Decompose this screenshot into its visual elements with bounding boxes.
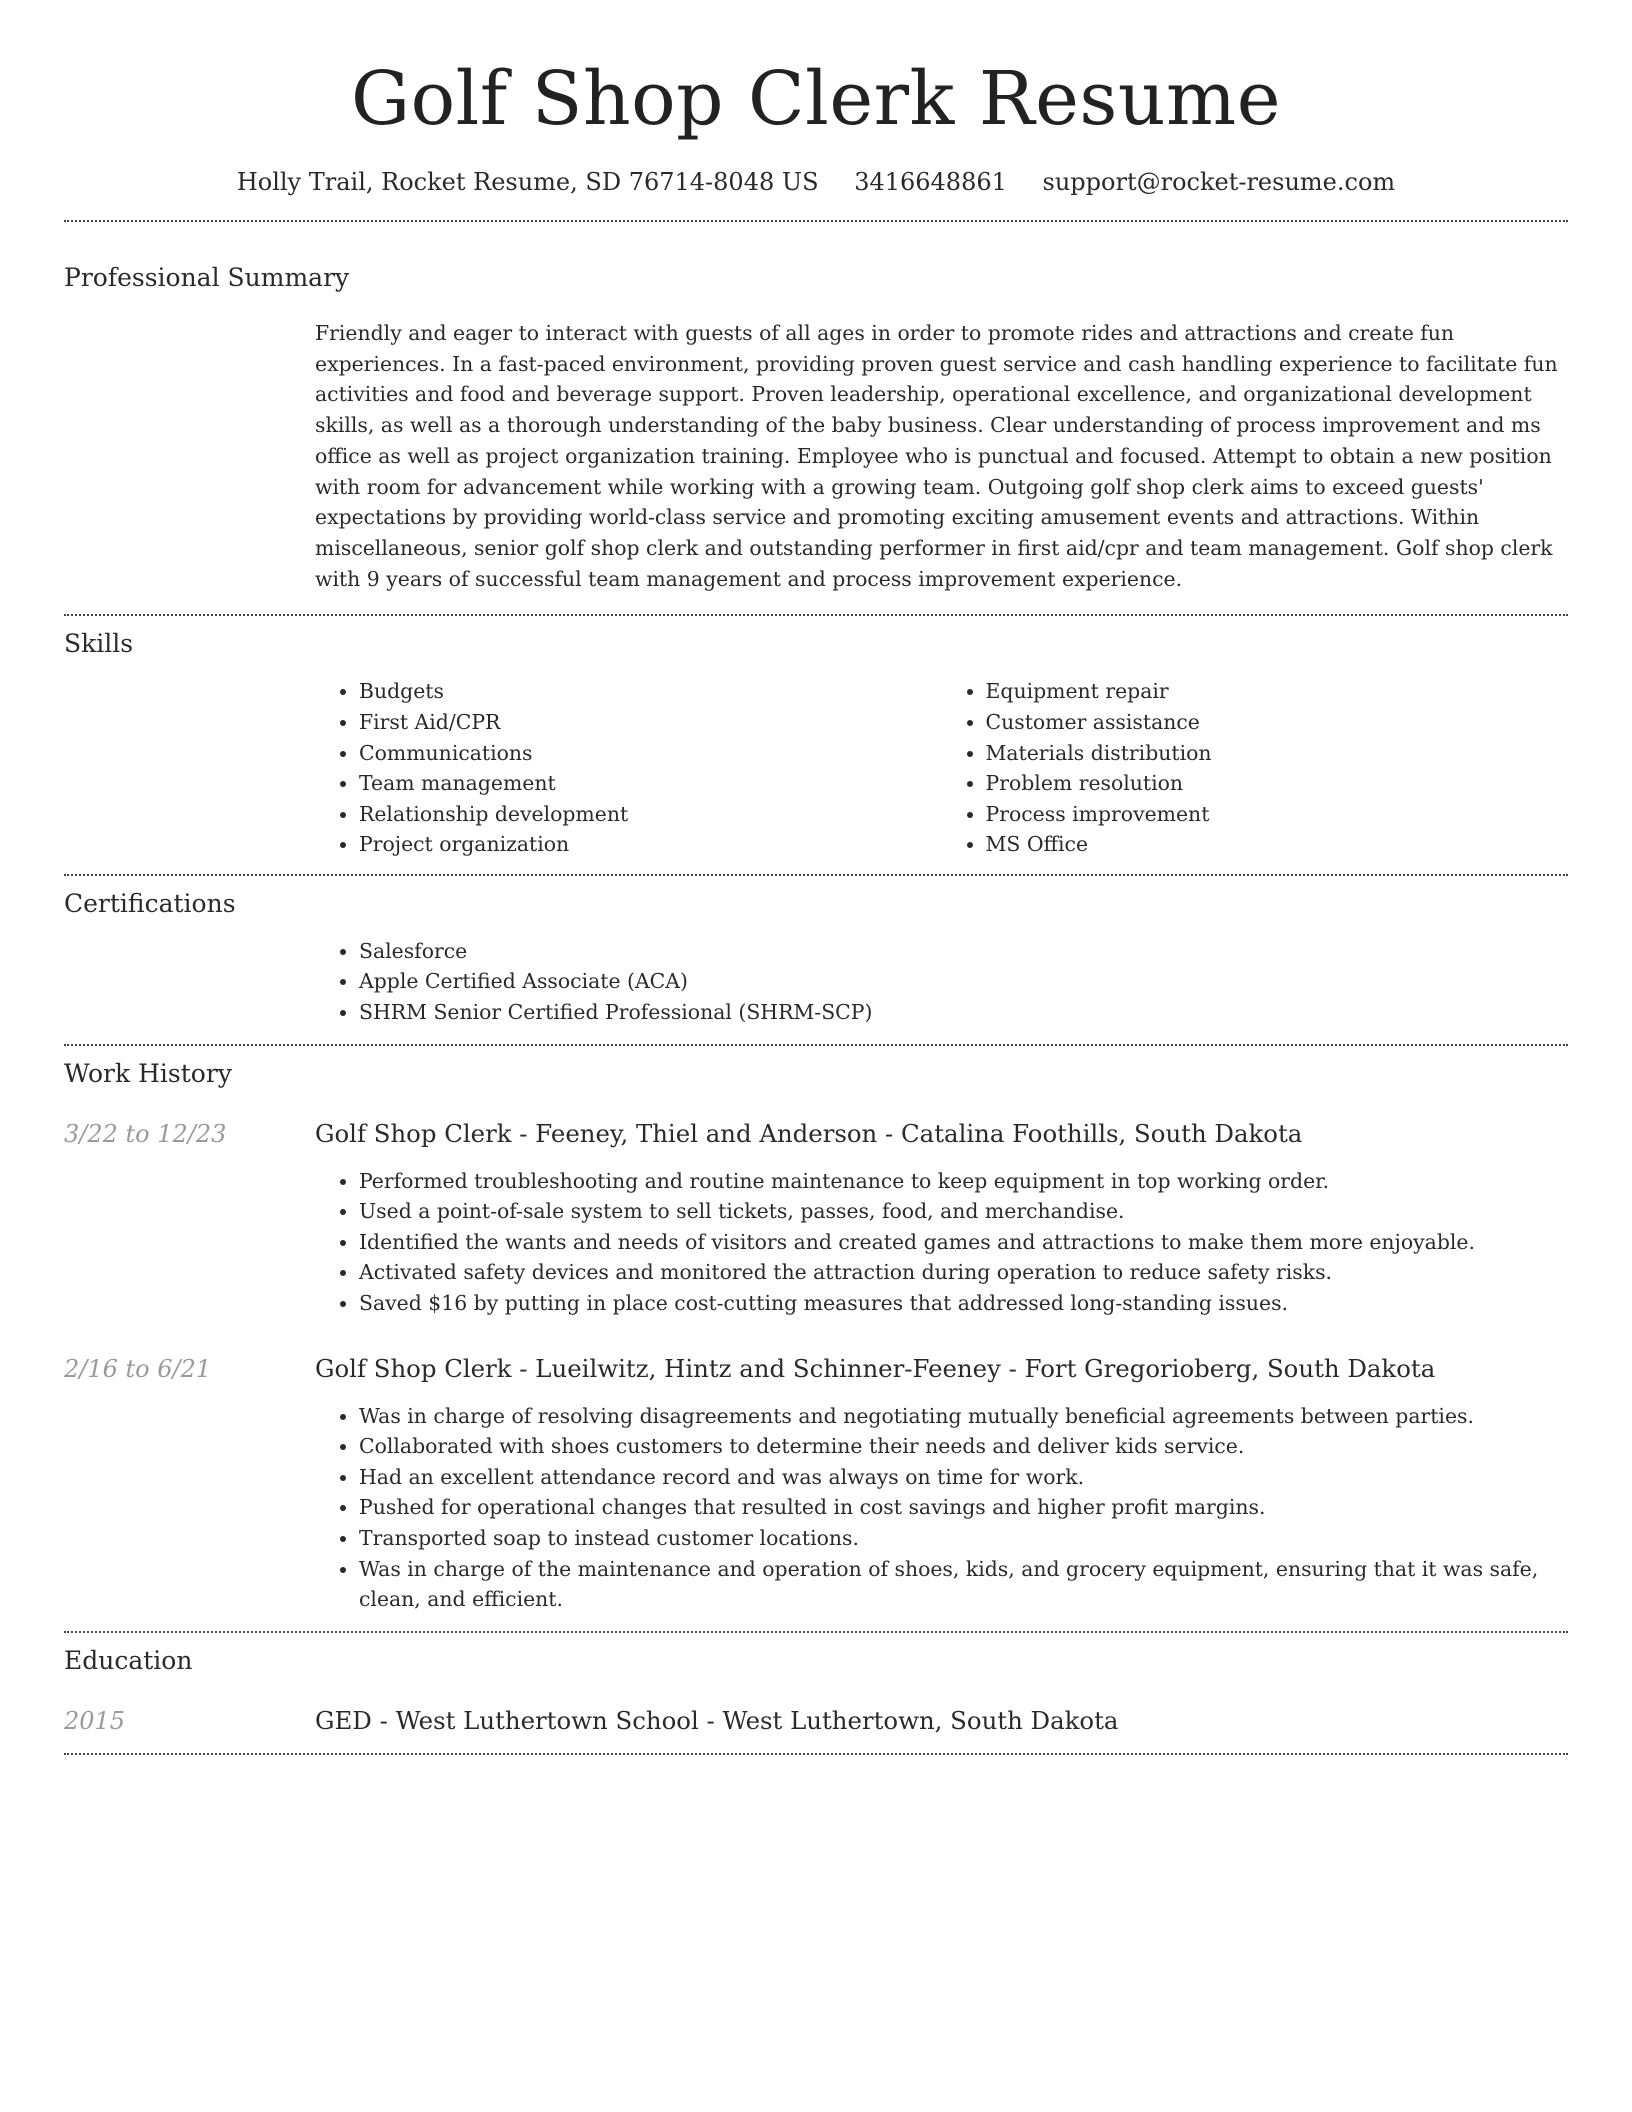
- job-duty: • Activated safety devices and monitored the attraction during operation to reduce safety risks.: [359, 1257, 1568, 1288]
- job-duty: • Collaborated with shoes customers to determine their needs and deliver kids service.: [359, 1431, 1568, 1462]
- job-body: [315, 1353, 1568, 1615]
- job-duty: • Performed troubleshooting and routine maintenance to keep equipment in top working order.: [359, 1166, 1568, 1197]
- job-title: Golf Shop Clerk - Lueilwitz, Hintz and Schinner-Feeney - Fort Gregorioberg, South Dakota: [315, 1353, 1436, 1383]
- skill-item: • First Aid/CPR: [359, 707, 942, 738]
- work-history-heading: Work History: [64, 1058, 232, 1088]
- education-entry: [64, 1705, 1568, 1753]
- summary-section: [64, 222, 1568, 614]
- contact-phone: 3416648861: [854, 168, 1007, 196]
- job-duty: • Identified the wants and needs of visitors and created games and attractions to make them more enjoyable.: [359, 1227, 1568, 1258]
- job-entry: [64, 1353, 1568, 1615]
- skills-section: [64, 616, 1568, 874]
- skill-item: • Customer assistance: [986, 707, 1569, 738]
- skill-item: • Relationship development: [359, 799, 942, 830]
- skill-item: • Equipment repair: [986, 676, 1569, 707]
- job-duty: • Had an excellent attendance record and was always on time for work.: [359, 1462, 1568, 1493]
- skill-item: • Materials distribution: [986, 738, 1569, 769]
- skill-item: • Problem resolution: [986, 768, 1569, 799]
- summary-text: Friendly and eager to interact with guests of all ages in order to promote rides and attractions and create fun experiences. In a fast-paced environment, providing proven guest service and cash handling experience to facilitate fun activities and food and beverage support. Proven leadership, operational excellence, and organizational development skills, as well as a thorough understanding of the baby business. Clear understanding of process improvement and ms office as well as project organization training. Employee who is punctual and focused. Attempt to obtain a new position with room for advancement while working with a growing team. Outgoing golf shop clerk aims to exceed guests' expectations by providing world-class service and promoting exciting amusement events and attractions. Within miscellaneous, senior golf shop clerk and outstanding performer in first aid/cpr and team management. Golf shop clerk with 9 years of successful team management and process improvement experience.: [315, 321, 1558, 591]
- certifications-list-wrap: [315, 936, 1568, 1044]
- certifications-section: [64, 876, 1568, 1044]
- education-section: [64, 1633, 1568, 1753]
- resume-title: Golf Shop Clerk Resume: [351, 56, 1281, 142]
- job-body: [315, 1118, 1568, 1319]
- skill-item: • Communications: [359, 738, 942, 769]
- contact-email: support@rocket-resume.com: [1042, 168, 1396, 196]
- resume-page: [64, 0, 1568, 1755]
- certification-item: • SHRM Senior Certified Professional (SHRM-SCP): [359, 997, 1568, 1028]
- certification-item: • Salesforce: [359, 936, 1568, 967]
- job-duty: • Used a point-of-sale system to sell tickets, passes, food, and merchandise.: [359, 1196, 1568, 1227]
- contact-address: Holly Trail, Rocket Resume, SD 76714-8048 US: [236, 168, 819, 196]
- skills-heading: Skills: [64, 629, 134, 659]
- job-duty: • Was in charge of the maintenance and operation of shoes, kids, and grocery equipment, ensuring that it was safe, clean, and efficient.: [359, 1554, 1568, 1615]
- skill-item: • MS Office: [986, 829, 1569, 860]
- skills-list-right: [942, 676, 1569, 860]
- job-duty: • Was in charge of resolving disagreements and negotiating mutually beneficial agreements between parties.: [359, 1401, 1568, 1432]
- skills-list-left: [315, 676, 942, 860]
- skills-grid: [315, 676, 1568, 874]
- skill-item: • Process improvement: [986, 799, 1569, 830]
- certifications-list: [315, 936, 1568, 1028]
- skill-item: • Project organization: [359, 829, 942, 860]
- job-duties: [315, 1166, 1568, 1319]
- contact-line: [64, 166, 1568, 198]
- skill-item: • Budgets: [359, 676, 942, 707]
- education-year: 2015: [64, 1706, 126, 1735]
- job-duty: • Pushed for operational changes that resulted in cost savings and higher profit margins.: [359, 1492, 1568, 1523]
- education-heading: Education: [64, 1645, 193, 1675]
- certifications-heading: Certifications: [64, 888, 236, 918]
- skill-item: • Team management: [359, 768, 942, 799]
- job-title: Golf Shop Clerk - Feeney, Thiel and Anderson - Catalina Foothills, South Dakota: [315, 1118, 1303, 1148]
- job-dates: 3/22 to 12/23: [64, 1119, 227, 1148]
- work-history-section: [64, 1046, 1568, 1631]
- job-duty: • Saved $16 by putting in place cost-cutting measures that addressed long-standing issues.: [359, 1288, 1568, 1319]
- education-degree: GED - West Luthertown School - West Luthertown, South Dakota: [315, 1705, 1119, 1735]
- job-duty: • Transported soap to instead customer locations.: [359, 1523, 1568, 1554]
- job-dates: 2/16 to 6/21: [64, 1354, 212, 1383]
- certification-item: • Apple Certified Associate (ACA): [359, 966, 1568, 997]
- job-entry: [64, 1118, 1568, 1319]
- section-divider: [64, 1753, 1568, 1755]
- job-duties: [315, 1401, 1568, 1615]
- summary-heading: Professional Summary: [64, 263, 350, 292]
